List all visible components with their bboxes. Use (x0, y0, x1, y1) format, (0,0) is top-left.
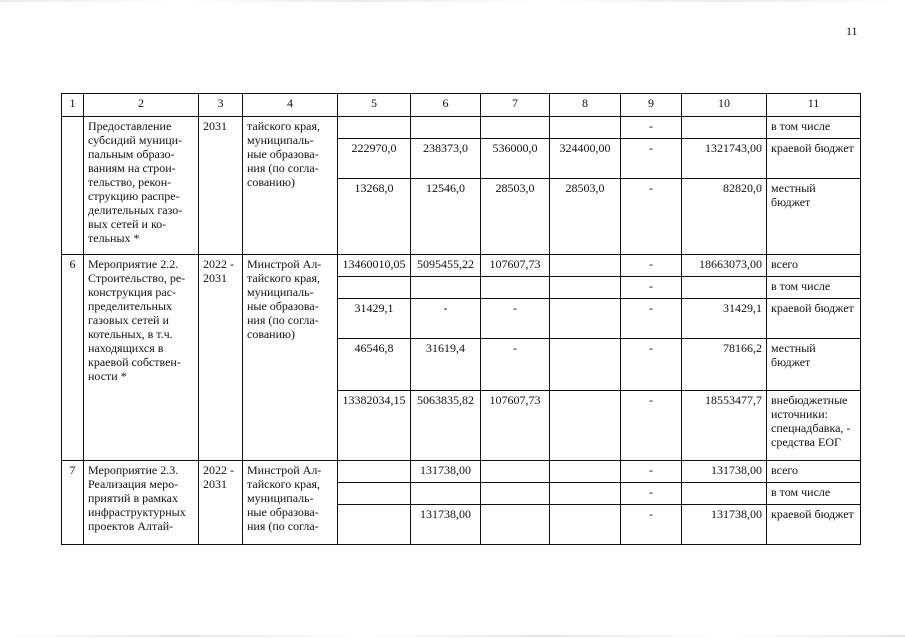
row-number: 6 (62, 255, 84, 461)
text-line: пределительных (88, 299, 172, 313)
cell-c5 (338, 483, 411, 505)
header-cell: 1 (62, 94, 84, 117)
cell-c7: 28503,0 (481, 179, 550, 255)
text-line: тайского края, (247, 271, 320, 285)
text-line: Минстрой Ал- (247, 257, 322, 271)
text-line: муниципаль- (247, 133, 314, 147)
cell-c8 (550, 391, 621, 461)
cell-c8 (550, 117, 621, 139)
text-line: ваниям на строи- (88, 161, 176, 175)
text-line: сованию) (247, 327, 295, 341)
text-line: вых сетей и ко- (88, 217, 167, 231)
header-cell: 9 (621, 94, 682, 117)
text-line: газовых сетей и (88, 313, 169, 327)
cell-c8: 28503,0 (550, 179, 621, 255)
cell-c6: 131738,00 (411, 505, 481, 545)
cell-c8 (550, 505, 621, 545)
cell-c6: 12546,0 (411, 179, 481, 255)
cell-c9: - (621, 117, 682, 139)
text-line: краевой собствен- (88, 355, 181, 369)
row-number (62, 117, 84, 255)
cell-c10: 31429,1 (682, 299, 767, 339)
text-line: ные образова- (247, 147, 319, 161)
cell-c7 (481, 117, 550, 139)
cell-c10 (682, 483, 767, 505)
cell-c8 (550, 483, 621, 505)
text-line: Предоставление (88, 119, 172, 133)
text-line: ности * (88, 369, 127, 383)
scan-edge-bottom (0, 635, 905, 637)
years: 2031 (199, 117, 243, 255)
cell-c9: - (621, 299, 682, 339)
cell-c11: краевой бюджет (767, 139, 861, 179)
cell-c10 (682, 277, 767, 299)
cell-c10: 1321743,00 (682, 139, 767, 179)
text-line: Реализация меро- (88, 477, 179, 491)
text-line: Мероприятие 2.2. (88, 257, 179, 271)
cell-c10: 131738,00 (682, 505, 767, 545)
cell-c10 (682, 117, 767, 139)
text-line: тельство, рекон- (88, 175, 172, 189)
cell-c8 (550, 461, 621, 483)
text-line: ния (по согла- (247, 161, 319, 175)
cell-c7: 107607,73 (481, 255, 550, 277)
cell-c9: - (621, 483, 682, 505)
cell-c9: - (621, 461, 682, 483)
header-cell: 2 (84, 94, 199, 117)
cell-c7 (481, 277, 550, 299)
cell-c5: 13268,0 (338, 179, 411, 255)
cell-c8: 324400,00 (550, 139, 621, 179)
years: 2022 - 2031 (199, 461, 243, 545)
text-line: ния (по согла- (247, 313, 319, 327)
table-row (62, 117, 861, 139)
cell-c11: в том числе (767, 277, 861, 299)
cell-c11: в том числе (767, 483, 861, 505)
text-line: конструкция рас- (88, 285, 177, 299)
years: 2022 - 2031 (199, 255, 243, 461)
cell-c7 (481, 483, 550, 505)
cell-c7: - (481, 339, 550, 391)
header-cell: 3 (199, 94, 243, 117)
program-table (61, 93, 861, 545)
text-line: делительных газо- (88, 203, 183, 217)
cell-c6 (411, 277, 481, 299)
cell-c5: 46546,8 (338, 339, 411, 391)
header-cell: 6 (411, 94, 481, 117)
text-line: пальным образо- (88, 147, 175, 161)
text-line: тайского края, (247, 119, 320, 133)
text-line: ные образова- (247, 505, 319, 519)
text-line: ния (по согла- (247, 519, 319, 533)
cell-c7: - (481, 299, 550, 339)
cell-c6: 131738,00 (411, 461, 481, 483)
text-line: тайского края, (247, 477, 320, 491)
cell-c7 (481, 505, 550, 545)
cell-c6 (411, 483, 481, 505)
text-line: субсидий муници- (88, 133, 183, 147)
text-line: Мероприятие 2.3. (88, 463, 179, 477)
cell-c5 (338, 277, 411, 299)
cell-c5: 222970,0 (338, 139, 411, 179)
text-line: находящихся в (88, 341, 164, 355)
cell-c8 (550, 339, 621, 391)
text-line: Минстрой Ал- (247, 463, 322, 477)
cell-c10: 18663073,00 (682, 255, 767, 277)
cell-c6: 5095455,22 (411, 255, 481, 277)
cell-c8 (550, 277, 621, 299)
scan-edge-top (0, 0, 905, 2)
cell-c9: - (621, 391, 682, 461)
executor (243, 255, 338, 461)
header-cell: 7 (481, 94, 550, 117)
cell-c11: всего (767, 461, 861, 483)
text-line: ные образова- (247, 299, 319, 313)
cell-c5: 31429,1 (338, 299, 411, 339)
cell-c9: - (621, 255, 682, 277)
cell-c11: всего (767, 255, 861, 277)
cell-c6: - (411, 299, 481, 339)
cell-c5 (338, 505, 411, 545)
header-cell: 5 (338, 94, 411, 117)
cell-c8 (550, 255, 621, 277)
cell-c11: краевой бюджет (767, 505, 861, 545)
cell-c9: - (621, 139, 682, 179)
table-row (62, 461, 861, 483)
cell-c9: - (621, 277, 682, 299)
text-line: котельных, в т.ч. (88, 327, 173, 341)
cell-c5: 13460010,05 (338, 255, 411, 277)
header-cell: 11 (767, 94, 861, 117)
cell-c11: в том числе (767, 117, 861, 139)
cell-c7: 536000,0 (481, 139, 550, 179)
cell-c5: 13382034,15 (338, 391, 411, 461)
header-row (62, 94, 861, 117)
text-line: Строительство, ре- (88, 271, 186, 285)
cell-c11: краевой бюджет (767, 299, 861, 339)
cell-c10: 131738,00 (682, 461, 767, 483)
text-line: инфраструктурных (88, 505, 186, 519)
cell-c6 (411, 117, 481, 139)
cell-c9: - (621, 179, 682, 255)
header-cell: 10 (682, 94, 767, 117)
page-number: 11 (846, 24, 858, 38)
executor (243, 461, 338, 545)
header-cell: 4 (243, 94, 338, 117)
text-line: тельных * (88, 231, 140, 245)
cell-c5 (338, 461, 411, 483)
cell-c7 (481, 461, 550, 483)
cell-c10: 82820,0 (682, 179, 767, 255)
measure-name (84, 117, 199, 255)
text-line: муниципаль- (247, 285, 314, 299)
executor (243, 117, 338, 255)
cell-c11: внебюджетные источники: спецнадбавка, - средства ЕОГ (767, 391, 861, 461)
measure-name (84, 461, 199, 545)
text-line: струкцию распре- (88, 189, 180, 203)
text-line: муниципаль- (247, 491, 314, 505)
measure-name (84, 255, 199, 461)
cell-c11: местный бюджет (767, 339, 861, 391)
text-line: проектов Алтай- (88, 519, 174, 533)
cell-c9: - (621, 339, 682, 391)
cell-c7: 107607,73 (481, 391, 550, 461)
cell-c8 (550, 299, 621, 339)
text-line: приятий в рамках (88, 491, 179, 505)
row-number: 7 (62, 461, 84, 545)
cell-c11: местный бюджет (767, 179, 861, 255)
cell-c10: 78166,2 (682, 339, 767, 391)
text-line: сованию) (247, 175, 295, 189)
cell-c6: 5063835,82 (411, 391, 481, 461)
cell-c6: 31619,4 (411, 339, 481, 391)
cell-c10: 18553477,7 (682, 391, 767, 461)
cell-c9: - (621, 505, 682, 545)
header-cell: 8 (550, 94, 621, 117)
cell-c6: 238373,0 (411, 139, 481, 179)
table-row (62, 255, 861, 277)
cell-c5 (338, 117, 411, 139)
